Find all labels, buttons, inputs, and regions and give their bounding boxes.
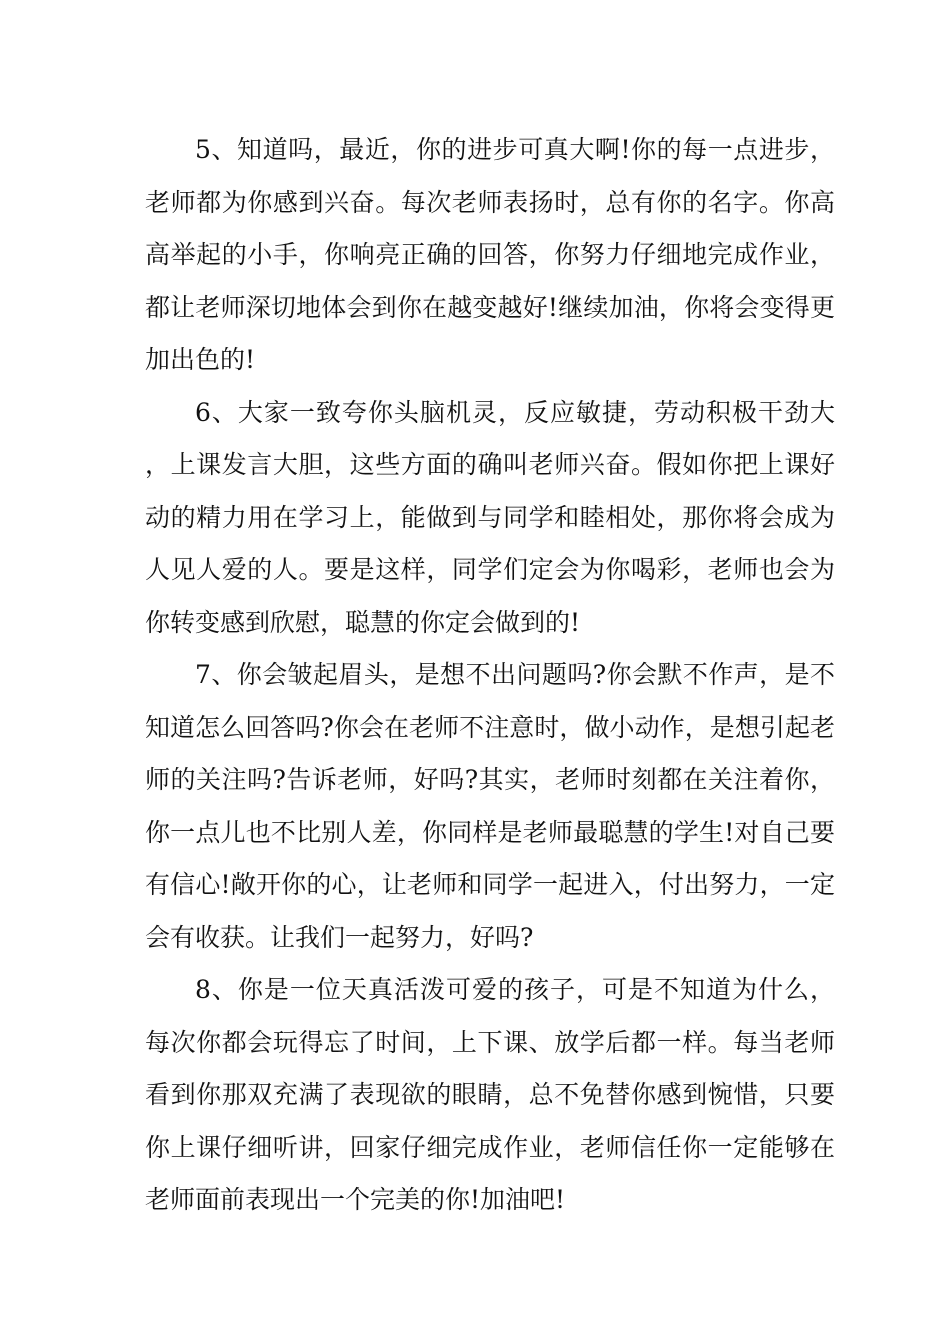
- paragraph-7: 7、你会皱起眉头，是想不出问题吗?你会默不作声，是不知道怎么回答吗?你会在老师不注意时，做小动作，是想引起老师的关注吗?告诉老师，好吗?其实，老师时刻都在关注着你，你一点儿也不比别人差，你同样是老师最聪慧的学生!对自己要有信心!敞开你的心，让老师和同学一起进入，付出努力，一定会有收获。让我们一起努力，好吗?: [145, 660, 835, 952]
- paragraph-5: 5、知道吗，最近，你的进步可真大啊!你的每一点进步，老师都为你感到兴奋。每次老师表扬时，总有你的名字。你高高举起的小手，你响亮正确的回答，你努力仔细地完成作业，都让老师深切地体会到你在越变越好!继续加油，你将会变得更加出色的!: [145, 135, 835, 374]
- document-page: [145, 124, 835, 1227]
- paragraph-6: 6、大家一致夸你头脑机灵，反应敏捷，劳动积极干劲大，上课发言大胆，这些方面的确叫老师兴奋。假如你把上课好动的精力用在学习上，能做到与同学和睦相处，那你将会成为人见人爱的人。要是这样，同学们定会为你喝彩，老师也会为你转变感到欣慰，聪慧的你定会做到的!: [145, 397, 835, 637]
- paragraph-8: 8、你是一位天真活泼可爱的孩子，可是不知道为什么，每次你都会玩得忘了时间，上下课、放学后都一样。每当老师看到你那双充满了表现欲的眼睛，总不免替你感到惋惜，只要你上课仔细听讲，回家仔细完成作业，老师信任你一定能够在老师面前表现出一个完美的你!加油吧!: [145, 975, 835, 1214]
